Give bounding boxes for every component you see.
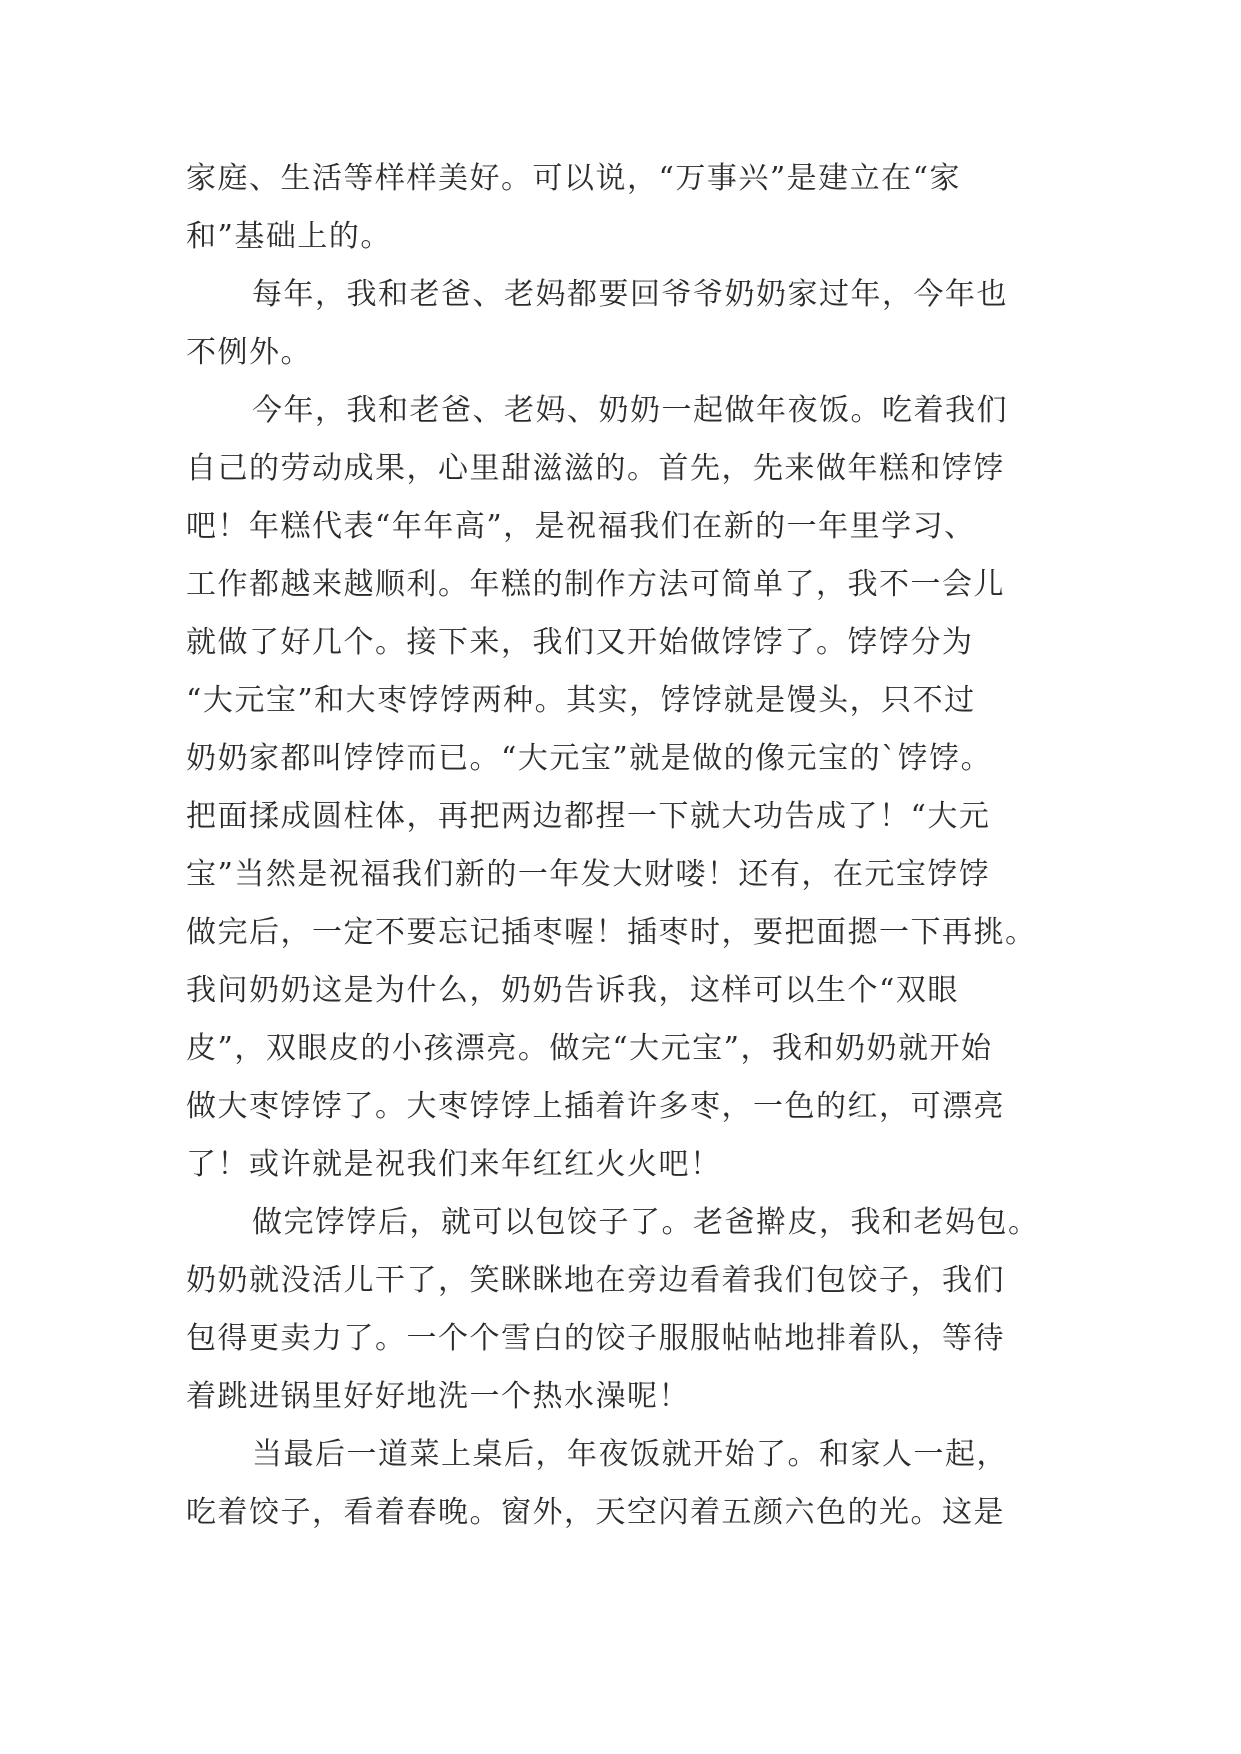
text-line: 今年，我和老爸、老妈、奶奶一起做年夜饭。吃着我们: [252, 393, 1008, 428]
text-line: 当最后一道菜上桌后，年夜饭就开始了。和家人一起，: [252, 1437, 1008, 1472]
text-line: 工作都越来越顺利。年糕的制作方法可简单了，我不一会儿: [186, 567, 1005, 602]
text-line: 吃着饺子，看着春晚。窗外，天空闪着五颜六色的光。这是: [186, 1495, 1005, 1530]
text-line: 了！或许就是祝我们来年红红火火吧！: [186, 1147, 722, 1182]
text-line: 包得更卖力了。一个个雪白的饺子服服帖帖地排着队，等待: [186, 1321, 1005, 1356]
text-line: 我问奶奶这是为什么，奶奶告诉我，这样可以生个“双眼: [186, 973, 959, 1008]
text-line: 奶奶就没活儿干了，笑眯眯地在旁边看着我们包饺子，我们: [186, 1263, 1005, 1298]
text-line: 就做了好几个。接下来，我们又开始做饽饽了。饽饽分为: [186, 625, 974, 660]
text-line: 和”基础上的。: [186, 219, 392, 254]
text-line: 奶奶家都叫饽饽而已。“大元宝”就是做的像元宝的`饽饽。: [186, 741, 993, 776]
text-line: 不例外。: [186, 335, 312, 370]
text-line: 每年，我和老爸、老妈都要回爷爷奶奶家过年，今年也: [252, 277, 1008, 312]
body-text: [186, 150, 1066, 1542]
text-line: 皮”，双眼皮的小孩漂亮。做完“大元宝”，我和奶奶就开始: [186, 1031, 993, 1066]
text-line: “大元宝”和大枣饽饽两种。其实，饽饽就是馒头，只不过: [186, 683, 976, 718]
text-line: 把面揉成圆柱体，再把两边都捏一下就大功告成了！“大元: [186, 799, 991, 834]
text-line: 做完饽饽后，就可以包饺子了。老爸擀皮，我和老妈包。: [252, 1205, 1040, 1240]
text-line: 做完后，一定不要忘记插枣喔！插枣时，要把面摁一下再挑。: [186, 915, 1037, 950]
text-line: 自己的劳动成果，心里甜滋滋的。首先，先来做年糕和饽饽: [186, 451, 1005, 486]
text-line: 做大枣饽饽了。大枣饽饽上插着许多枣，一色的红，可漂亮: [186, 1089, 1005, 1124]
text-line: 家庭、生活等样样美好。可以说，“万事兴”是建立在“家: [186, 161, 962, 196]
text-line: 吧！年糕代表“年年高”，是祝福我们在新的一年里学习、: [186, 509, 976, 544]
text-line: 宝”当然是祝福我们新的一年发大财喽！还有，在元宝饽饽: [186, 857, 991, 892]
text-line: 着跳进锅里好好地洗一个热水澡呢！: [186, 1379, 690, 1414]
